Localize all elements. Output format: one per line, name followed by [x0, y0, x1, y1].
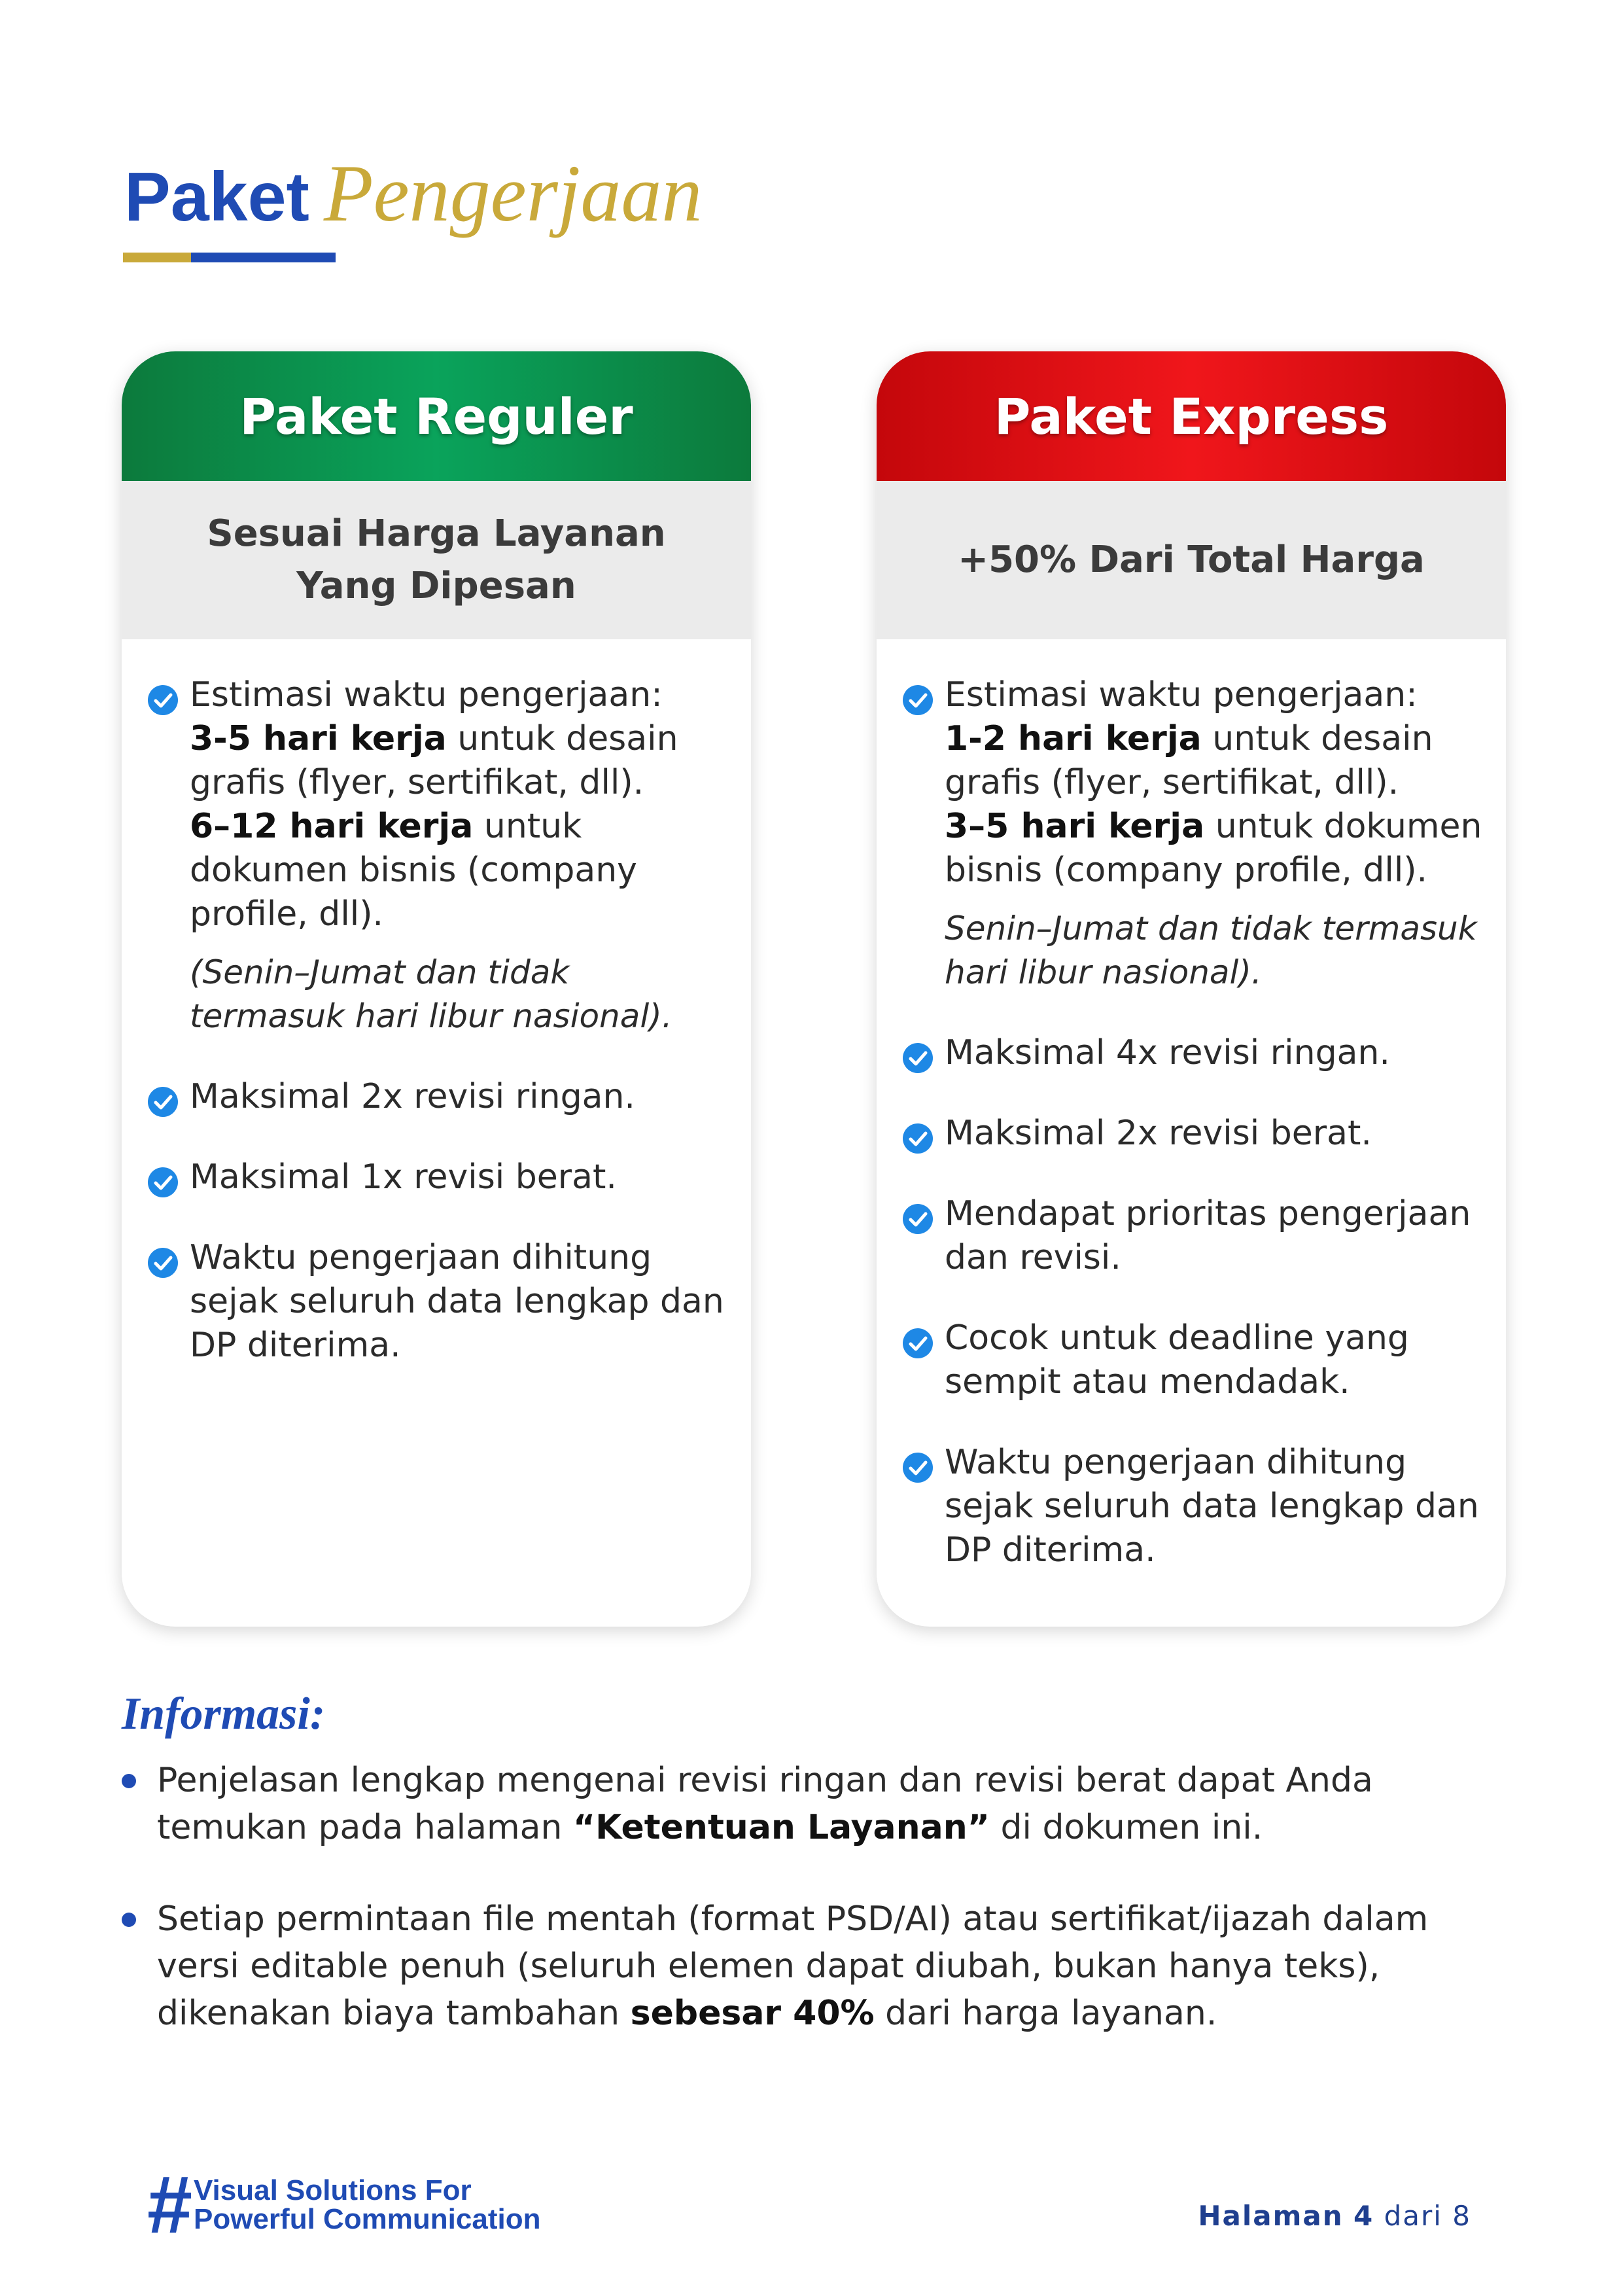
estimate-text: [190, 673, 731, 936]
estimate-design-days: 1-2 hari kerja: [945, 719, 1202, 758]
package-card-express: [877, 351, 1506, 1627]
feature-text: Cocok untuk deadline yang sempit atau mendadak.: [945, 1318, 1409, 1402]
bullet-icon: [122, 1774, 136, 1788]
estimate-document-text: untuk dokumen bisnis (company profile, dll).: [945, 807, 1482, 890]
feature-item: [148, 1156, 731, 1199]
card-price-text: Sesuai Harga Layanan Yang Dipesan: [207, 512, 666, 607]
hashtag-icon: #: [147, 2160, 192, 2250]
estimate-note: Senin–Jumat dan tidak termasuk hari libur nasional).: [945, 910, 1477, 991]
page-current: 4: [1353, 2200, 1374, 2232]
page-number: [1198, 2200, 1471, 2232]
page-of: dari: [1384, 2200, 1442, 2232]
bullet-icon: [122, 1913, 136, 1927]
feature-item: [148, 673, 731, 1038]
feature-text: Maksimal 4x revisi ringan.: [945, 1033, 1390, 1072]
feature-text: Maksimal 2x revisi berat.: [945, 1114, 1372, 1153]
check-icon: [148, 1087, 178, 1117]
title-underline: [123, 253, 336, 262]
card-header: Paket Express: [877, 351, 1506, 481]
card-price: [122, 481, 751, 639]
info-item: [122, 1757, 1509, 1851]
feature-text: Maksimal 1x revisi berat.: [190, 1157, 617, 1197]
feature-item: [903, 1112, 1486, 1156]
estimate-document-text: untuk dokumen bisnis (company profile, dll).: [190, 807, 637, 934]
estimate-document-days: 6–12 hari kerja: [190, 807, 474, 846]
check-icon: [148, 1248, 178, 1278]
check-icon: [903, 1123, 933, 1154]
check-icon: [148, 1167, 178, 1197]
page-title-part2: Pengerjaan: [323, 149, 703, 238]
tagline-line1: Visual Solutions For: [194, 2174, 472, 2206]
page-title: [124, 147, 702, 240]
card-price-text: +50% Dari Total Harga: [958, 539, 1425, 581]
feature-text: Mendapat prioritas pengerjaan dan revisi.: [945, 1194, 1471, 1277]
info-text: [157, 1757, 1509, 1851]
feature-text: Waktu pengerjaan dihitung sejak seluruh data lengkap dan DP diterima.: [945, 1443, 1479, 1570]
check-icon: [903, 1043, 933, 1073]
info-title: Informasi:: [122, 1689, 326, 1739]
package-card-reguler: [122, 351, 751, 1627]
check-icon: [903, 1204, 933, 1234]
card-feature-list: [122, 639, 751, 1368]
feature-item: [903, 1192, 1486, 1280]
page-title-part1: Paket: [124, 158, 309, 236]
info-text-part: dari harga layanan.: [874, 1994, 1217, 2033]
feature-text: Waktu pengerjaan dihitung sejak seluruh data lengkap dan DP diterima.: [190, 1238, 724, 1365]
info-text: [157, 1896, 1509, 2037]
estimate-intro: Estimasi waktu pengerjaan:: [190, 675, 663, 715]
info-item: [122, 1896, 1509, 2037]
feature-item: [903, 1441, 1486, 1572]
feature-item: [903, 673, 1486, 995]
page-total: 8: [1452, 2200, 1471, 2232]
feature-item: [903, 1031, 1486, 1075]
page-label: Halaman: [1198, 2200, 1344, 2232]
info-text-part: Setiap permintaan file mentah (format PSD/AI) atau sertifikat/ijazah dalam versi editable penuh (seluruh elemen dapat diubah, bukan hanya teks), dikenakan biaya tambahan: [157, 1899, 1429, 2033]
estimate-document-days: 3–5 hari kerja: [945, 807, 1205, 846]
check-icon: [903, 1453, 933, 1483]
info-text-emphasis: “Ketentuan Layanan”: [572, 1808, 990, 1847]
card-price: [877, 481, 1506, 639]
info-text-part: di dokumen ini.: [989, 1808, 1263, 1847]
feature-item: [148, 1075, 731, 1119]
check-icon: [148, 685, 178, 715]
estimate-design-days: 3-5 hari kerja: [190, 719, 447, 758]
estimate-note: (Senin–Jumat dan tidak termasuk hari libur nasional).: [190, 953, 672, 1035]
card-feature-list: [877, 639, 1506, 1572]
feature-text: Maksimal 2x revisi ringan.: [190, 1077, 635, 1116]
estimate-intro: Estimasi waktu pengerjaan:: [945, 675, 1418, 715]
info-text-emphasis: sebesar 40%: [630, 1994, 875, 2033]
estimate-text: [945, 673, 1486, 892]
check-icon: [903, 1328, 933, 1358]
footer-tagline: [194, 2176, 540, 2234]
card-header: Paket Reguler: [122, 351, 751, 481]
info-list: [122, 1757, 1509, 2081]
feature-item: [148, 1236, 731, 1368]
info-text-part: Penjelasan lengkap mengenai revisi ringan dan revisi berat dapat Anda temukan pada halaman: [157, 1761, 1373, 1847]
check-icon: [903, 685, 933, 715]
tagline-line2: Powerful Communication: [194, 2203, 541, 2235]
feature-item: [903, 1316, 1486, 1404]
estimate-design-text: untuk desain grafis (flyer, sertifikat, dll).: [945, 719, 1433, 802]
estimate-design-text: untuk desain grafis (flyer, sertifikat, dll).: [190, 719, 678, 802]
